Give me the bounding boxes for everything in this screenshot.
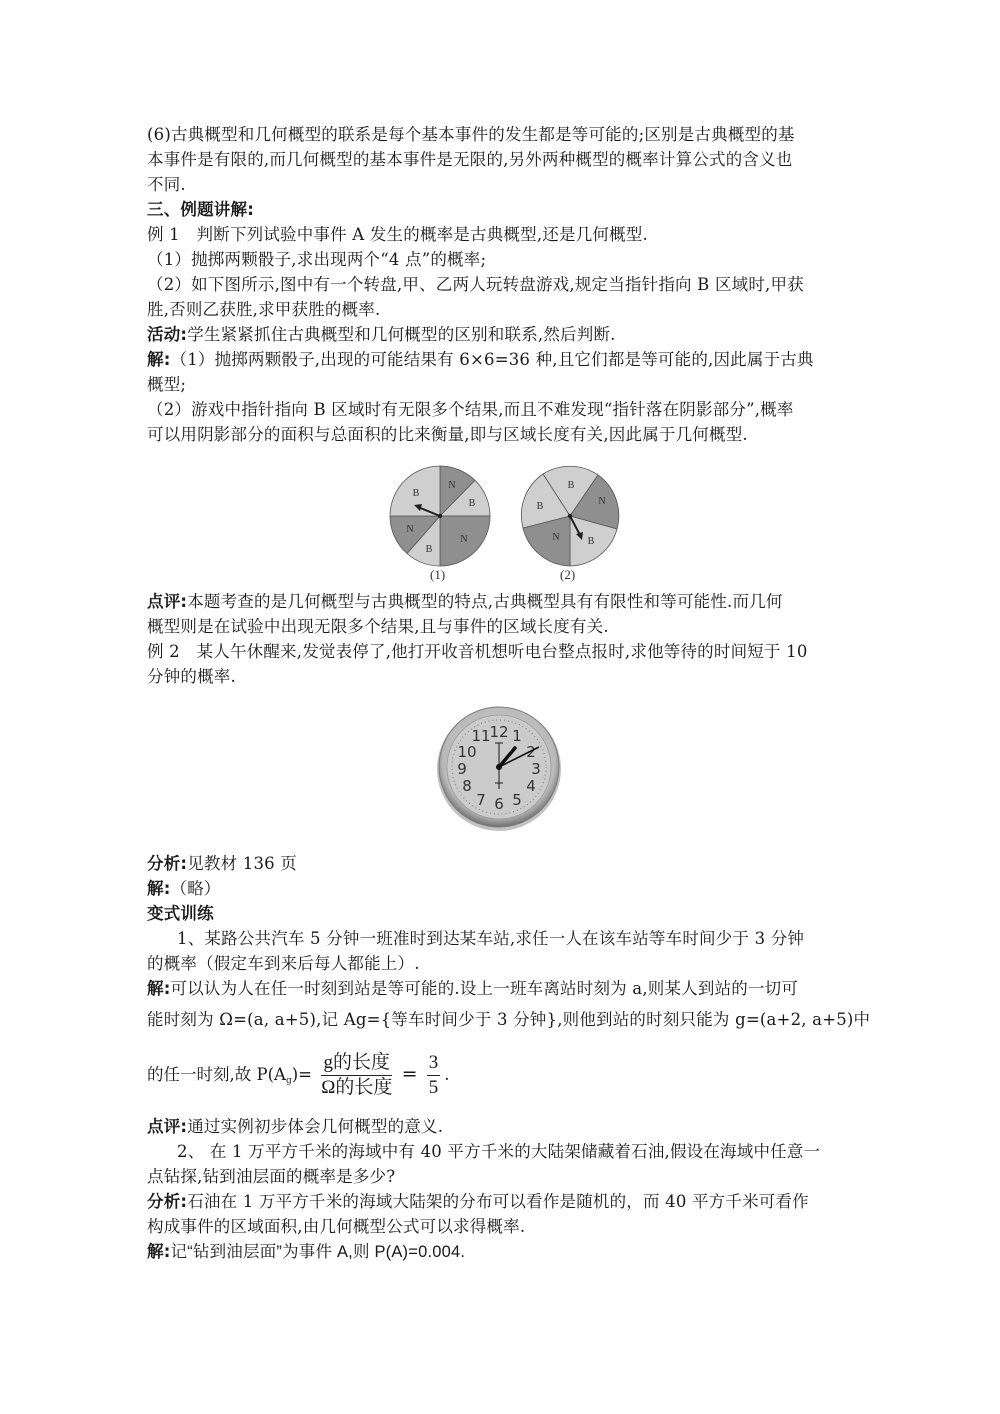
variant-p2-analysis-line2: 构成事件的区域面积,由几何概型公式可以求得概率.	[147, 1217, 526, 1236]
solution-text: 可以认为人在任一时刻到站是等可能的.设上一班车离站时刻为 a,则某人到站的一切可	[170, 979, 799, 998]
example1-title: 例 1 判断下列试验中事件 A 发生的概率是古典概型,还是几何概型.	[147, 225, 648, 244]
variant-p2-analysis-line1	[147, 1189, 853, 1214]
section6-line-3: 不同.	[147, 175, 186, 194]
example1-solution-line1	[147, 347, 853, 372]
variant-p1-formula	[147, 1046, 853, 1102]
svg-text:N: N	[552, 532, 560, 543]
section6-line-2: 本事件是有限的,而几何概型的基本事件是无限的,另外两种概型的概率计算公式的含义也	[147, 150, 793, 169]
solution-text: 记“钻到油层面”为事件 A,则 P(A)=0.004.	[170, 1243, 466, 1261]
variant-p1-comment	[147, 1114, 853, 1139]
fraction-denominator: Ω的长度	[321, 1077, 393, 1098]
period: .	[444, 1065, 450, 1084]
svg-text:6: 6	[494, 795, 504, 813]
svg-text:1: 1	[512, 727, 522, 745]
example2-title-line2: 分钟的概率.	[147, 667, 236, 686]
svg-text:3: 3	[531, 760, 541, 778]
example1-activity	[147, 322, 853, 347]
fraction-lengths	[321, 1051, 392, 1100]
activity-label: 活动:	[147, 325, 188, 344]
svg-text:B: B	[468, 498, 476, 509]
variant-p2-line1: 2、 在 1 万平方千米的海域中有 40 平方千米的大陆架储藏着石油,假设在海域中任意一	[177, 1142, 821, 1161]
comment-text: 通过实例初步体会几何概型的意义.	[187, 1117, 444, 1136]
section6-line-1: (6)古典概型和几何概型的联系是每个基本事件的发生都是等可能的;区别是古典概型的基	[147, 125, 795, 144]
example2-analysis	[147, 851, 853, 876]
fraction-result	[427, 1051, 441, 1100]
analysis-label: 分析:	[147, 854, 188, 873]
svg-text:B: B	[425, 544, 433, 555]
spinner-2	[515, 461, 625, 571]
comment-label: 点评:	[147, 1117, 188, 1136]
variant-p2-line2: 点钻探,钻到油层面的概率是多少?	[147, 1167, 396, 1186]
fraction-numerator: g的长度	[321, 1051, 392, 1076]
comment-text: 本题考查的是几何概型与古典概型的特点,古典概型具有有限性和等可能性.而几何	[187, 592, 783, 611]
svg-text:B: B	[412, 488, 420, 499]
solution-label: 解:	[147, 350, 171, 369]
variant-heading: 变式训练	[147, 904, 214, 923]
variant-p1-solution-line2: 能时刻为 Ω=(a, a+5),记 Ag={等车时间少于 3 分钟},则他到站的时刻只能为 g=(a+2, a+5)中	[147, 1010, 871, 1029]
example1-q1: （1）抛掷两颗骰子,求出现两个“4 点”的概率;	[147, 250, 487, 269]
analysis-text: 见教材 136 页	[187, 854, 297, 873]
fraction-numerator: 3	[427, 1051, 441, 1076]
svg-text:7: 7	[476, 791, 486, 809]
analysis-text: 石油在 1 万平方千米的海域大陆架的分布可以看作是随机的，而 40 平方千米可看作	[187, 1192, 809, 1211]
example1-solution-line4: 可以用阴影部分的面积与总面积的比来衡量,即与区域长度有关,因此属于几何概型.	[147, 425, 748, 444]
variant-p1-solution-line1	[147, 976, 853, 1001]
svg-text:N: N	[406, 524, 414, 535]
svg-text:B: B	[587, 536, 595, 547]
svg-text:9: 9	[457, 760, 467, 778]
svg-text:5: 5	[512, 791, 522, 809]
solution-text: （略）	[170, 879, 221, 898]
example1-solution-line2: 概型;	[147, 375, 187, 394]
variant-p2-solution	[147, 1239, 853, 1264]
formula-prefix: 的任一时刻,故 P(A	[147, 1065, 286, 1084]
example2-title-line1: 例 2 某人午休醒来,发觉表停了,他打开收音机想听电台整点报时,求他等待的时间短于 10	[147, 642, 808, 661]
spinner-2-caption: (2)	[560, 567, 576, 582]
example1-comment-line1	[147, 589, 853, 614]
formula-eq: )=	[291, 1065, 312, 1084]
svg-text:N: N	[598, 496, 606, 507]
example1-q2-line2: 胜,否则乙获胜,求甲获胜的概率.	[147, 300, 381, 319]
spinner-1-caption: (1)	[430, 567, 446, 582]
variant-p1-line2: 的概率（假定车到来后每人都能上）.	[147, 954, 420, 973]
formula-subscript: g	[285, 1076, 292, 1086]
solution-text: （1）抛掷两颗骰子,出现的可能结果有 6×6=36 种,且它们都是等可能的,因此属于古典	[170, 350, 814, 369]
comment-label: 点评:	[147, 592, 188, 611]
svg-text:11: 11	[471, 727, 491, 745]
spinner-figure	[147, 457, 853, 589]
example1-comment-line2: 概型则是在试验中出现无限多个结果,且与事件的区域长度有关.	[147, 617, 609, 636]
spinner-1	[385, 461, 495, 571]
equals-sign: =	[401, 1063, 418, 1085]
example1-q2-line1: （2）如下图所示,图中有一个转盘,甲、乙两人玩转盘游戏,规定当指针指向 B 区域时,甲获	[147, 275, 804, 294]
example1-solution-line3: （2）游戏中指针指向 B 区域时有无限多个结果,而且不难发现“指针落在阴影部分”,概率	[147, 400, 794, 419]
svg-text:12: 12	[489, 723, 509, 741]
document-page	[147, 122, 871, 1264]
example2-solution	[147, 876, 853, 901]
svg-text:8: 8	[462, 777, 472, 795]
svg-text:2: 2	[526, 743, 536, 761]
svg-text:4: 4	[526, 777, 536, 795]
clock-figure	[147, 695, 853, 845]
svg-text:B: B	[536, 501, 544, 512]
svg-text:10: 10	[457, 743, 477, 761]
activity-text: 学生紧紧抓住古典概型和几何概型的区别和联系,然后判断.	[187, 325, 616, 344]
solution-label: 解:	[147, 1242, 171, 1261]
svg-text:N: N	[460, 534, 468, 545]
analysis-label: 分析:	[147, 1192, 188, 1211]
fraction-denominator: 5	[428, 1077, 439, 1098]
svg-text:B: B	[567, 480, 575, 491]
solution-label: 解:	[147, 879, 171, 898]
clock-image	[433, 701, 565, 833]
svg-text:N: N	[448, 480, 456, 491]
solution-label: 解:	[147, 979, 171, 998]
variant-p1-line1: 1、某路公共汽车 5 分钟一班准时到达某车站,求任一人在该车站等车时间少于 3 分钟	[177, 929, 805, 948]
section-heading: 三、例题讲解:	[147, 200, 254, 219]
